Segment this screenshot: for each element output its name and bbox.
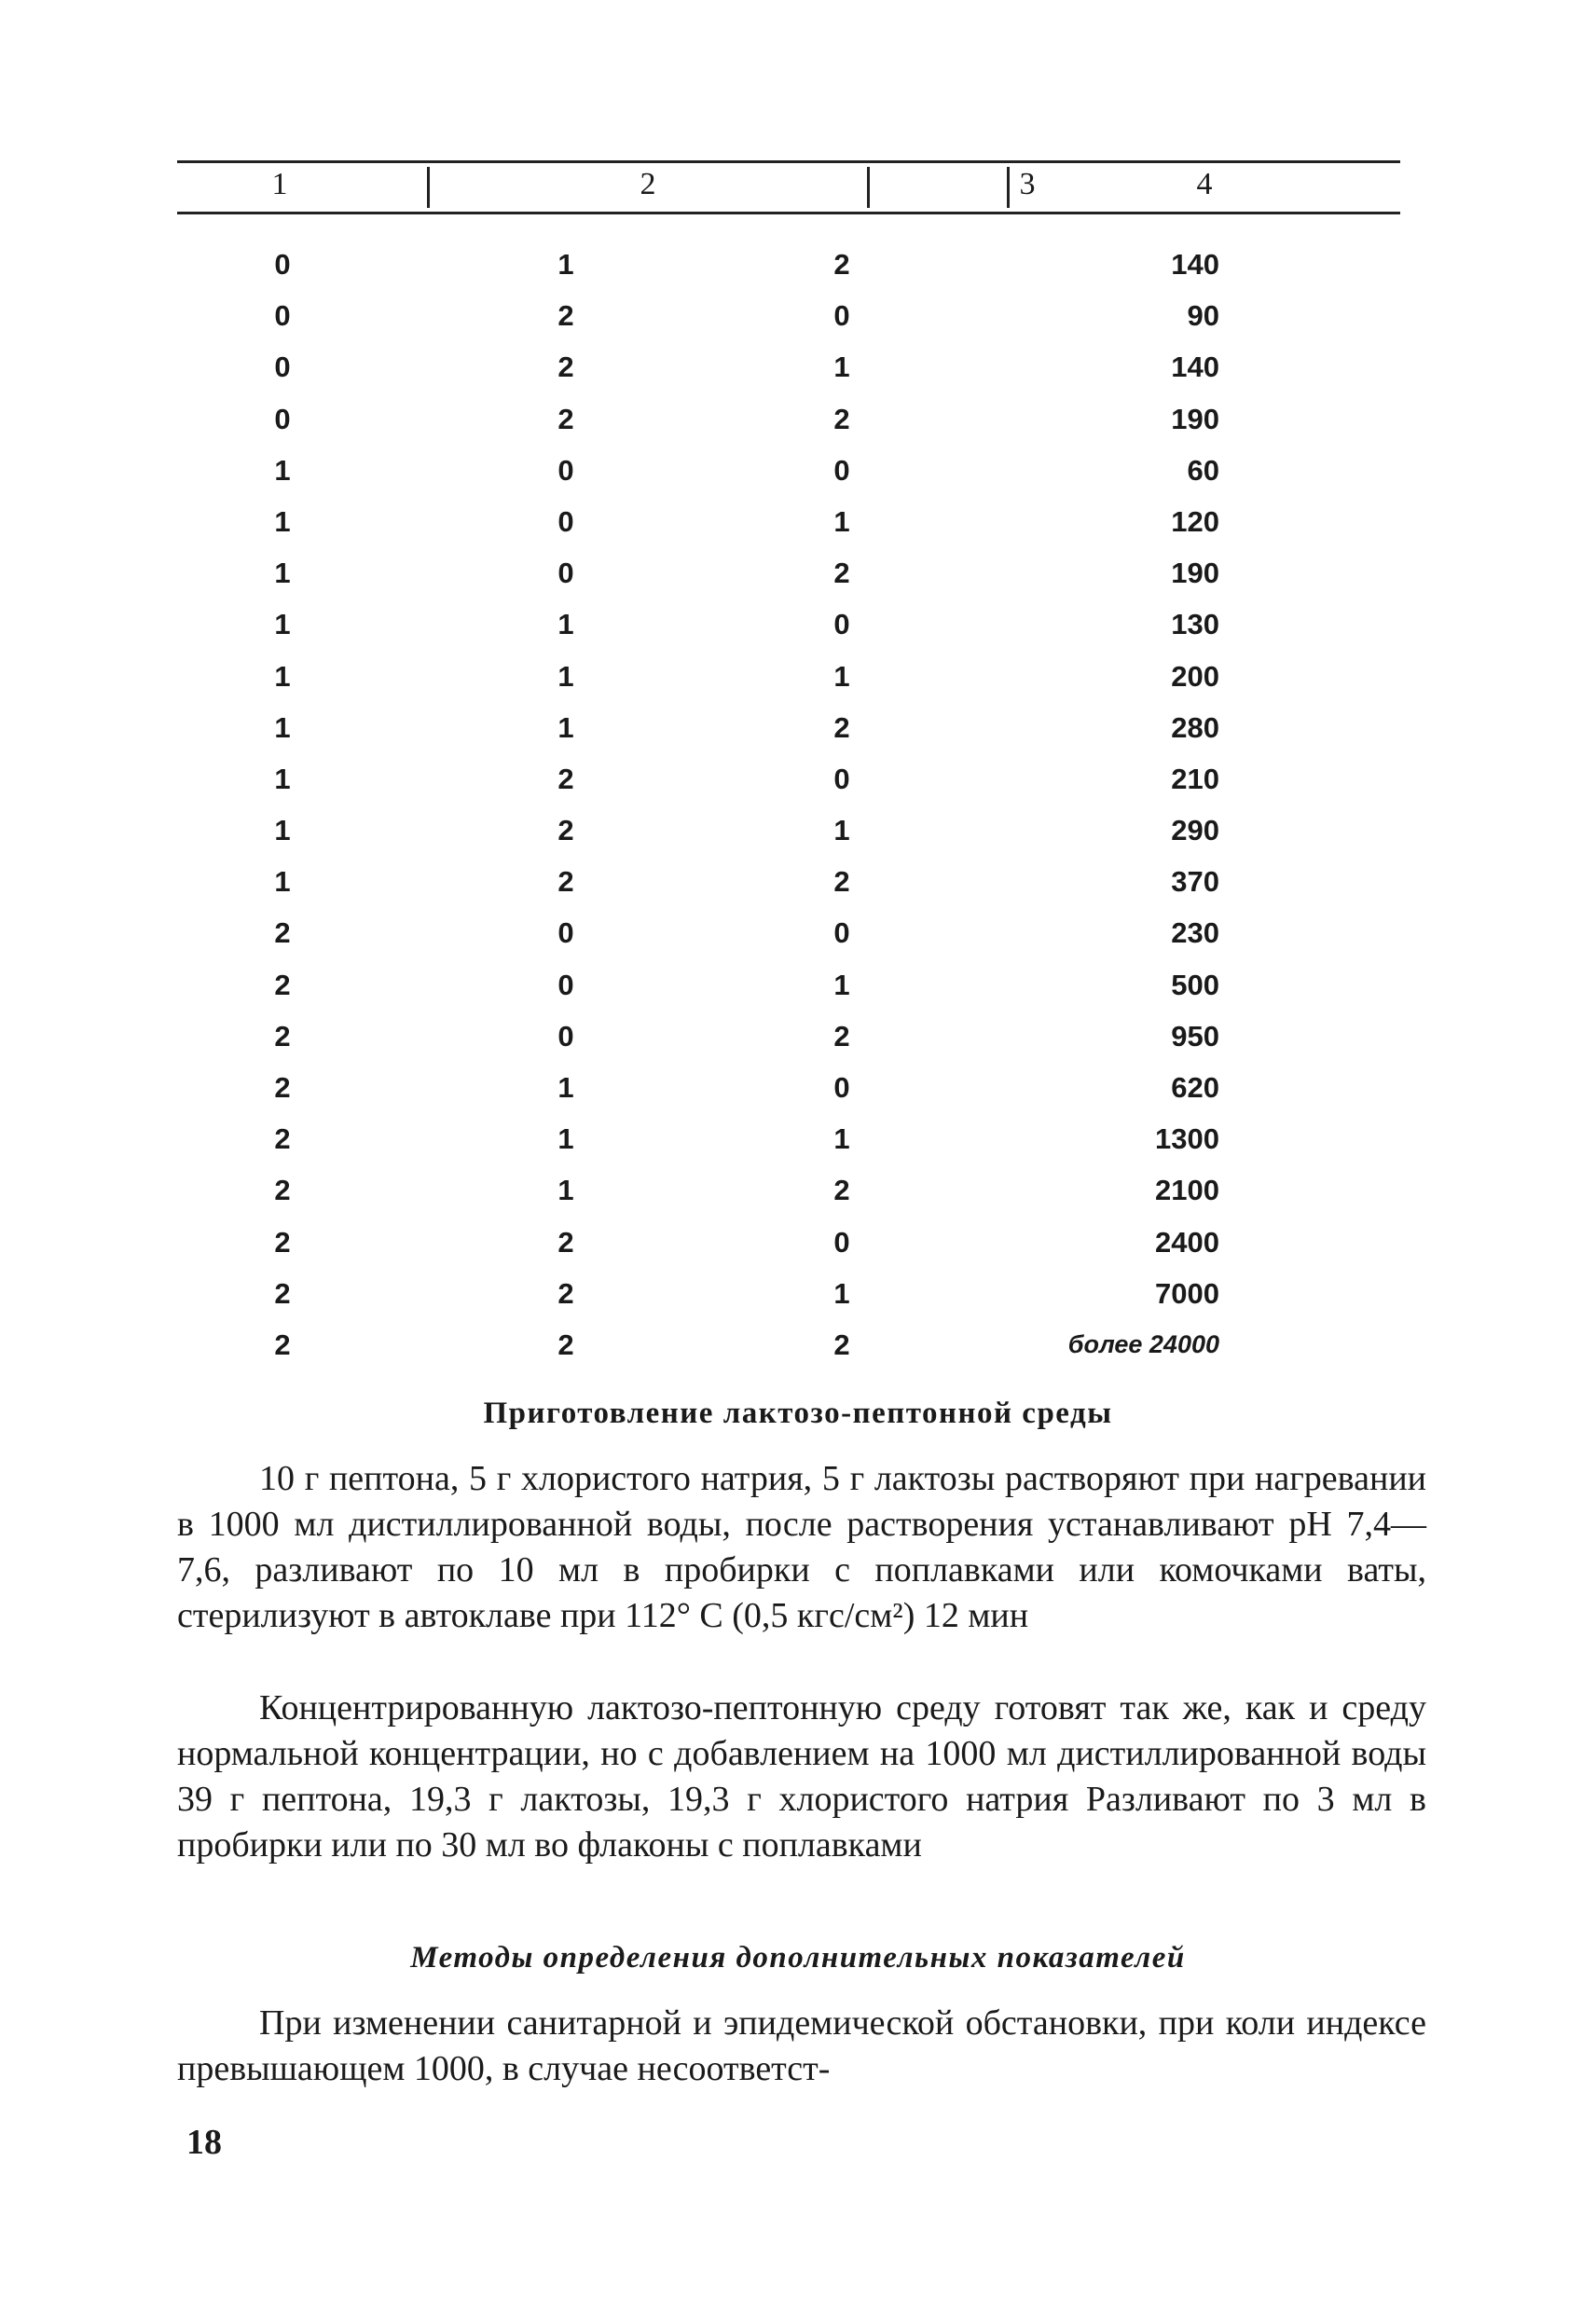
table-cell-col-1: 1 (274, 814, 291, 847)
table-cell-col-2: 0 (557, 557, 574, 590)
table-cell-col-4: 120 (1171, 504, 1219, 538)
table-cell-col-2: 0 (557, 916, 574, 950)
table-cell-col-3: 0 (833, 916, 850, 950)
table-cell-col-4: 1300 (1155, 1122, 1219, 1156)
table-cell-col-4: 280 (1171, 710, 1219, 744)
table-cell-col-2: 2 (557, 865, 574, 899)
header-col-2: 2 (640, 167, 656, 201)
table-cell-col-4: 210 (1171, 762, 1219, 795)
table-row (177, 1319, 1400, 1370)
table-row (177, 702, 1400, 753)
table-cell-col-2: 2 (557, 299, 574, 333)
table-cell-col-4: 60 (1187, 453, 1219, 487)
table-cell-col-4: 7000 (1155, 1276, 1219, 1310)
table-cell-col-1: 1 (274, 608, 291, 641)
table-cell-col-4: 2400 (1155, 1225, 1219, 1259)
table-cell-col-4: 620 (1171, 1071, 1219, 1104)
table-cell-col-2: 2 (557, 1276, 574, 1310)
table-cell-col-1: 2 (274, 916, 291, 950)
table-cell-col-4: 370 (1171, 865, 1219, 899)
table-cell-col-4: 500 (1171, 968, 1219, 1001)
table-cell-col-4: более 24000 (1067, 1329, 1219, 1358)
table-cell-col-2: 1 (557, 1071, 574, 1104)
table-row (177, 907, 1400, 958)
table-cell-col-1: 0 (274, 351, 291, 384)
table-cell-col-2: 1 (557, 710, 574, 744)
table-cell-col-3: 1 (833, 814, 850, 847)
table-cell-col-1: 2 (274, 1225, 291, 1259)
table-cell-col-1: 1 (274, 504, 291, 538)
table-cell-col-3: 1 (833, 968, 850, 1001)
table-row (177, 1062, 1400, 1113)
table-cell-col-1: 1 (274, 865, 291, 899)
table-cell-col-3: 1 (833, 351, 850, 384)
table-row (177, 496, 1400, 547)
table-cell-col-4: 2100 (1155, 1174, 1219, 1207)
table-cell-col-4: 90 (1187, 299, 1219, 333)
table-cell-col-2: 0 (557, 1019, 574, 1053)
table-cell-col-1: 1 (274, 710, 291, 744)
table-cell-col-1: 1 (274, 453, 291, 487)
header-col-3: 3 (1019, 167, 1036, 201)
table-cell-col-2: 1 (557, 608, 574, 641)
table-cell-col-2: 2 (557, 814, 574, 847)
table-row (177, 1011, 1400, 1062)
table-cell-col-3: 1 (833, 1276, 850, 1310)
table-cell-col-3: 0 (833, 1071, 850, 1104)
table-cell-col-1: 2 (274, 1174, 291, 1207)
table-row (177, 1268, 1400, 1319)
table-cell-col-2: 2 (557, 1225, 574, 1259)
table-header (177, 160, 1400, 214)
table-cell-col-4: 140 (1171, 351, 1219, 384)
table-cell-col-4: 130 (1171, 608, 1219, 641)
table-cell-col-2: 1 (557, 659, 574, 693)
table-cell-col-1: 2 (274, 1276, 291, 1310)
table-row (177, 547, 1400, 599)
page-number: 18 (186, 2123, 222, 2162)
table-row (177, 341, 1400, 392)
table-row (177, 651, 1400, 702)
table-row (177, 393, 1400, 445)
table-cell-col-1: 0 (274, 248, 291, 281)
table-cell-col-1: 2 (274, 1071, 291, 1104)
table-row (177, 445, 1400, 496)
table-cell-col-2: 2 (557, 1328, 574, 1361)
table-cell-col-2: 1 (557, 1122, 574, 1156)
table-cell-col-3: 0 (833, 453, 850, 487)
table-row (177, 805, 1400, 856)
table-cell-col-4: 140 (1171, 248, 1219, 281)
table-cell-col-2: 0 (557, 504, 574, 538)
mpn-table (177, 160, 1400, 1370)
table-cell-col-2: 1 (557, 248, 574, 281)
table-row (177, 856, 1400, 907)
table-cell-col-3: 2 (833, 1174, 850, 1207)
table-row (177, 239, 1400, 290)
header-col-1: 1 (271, 167, 288, 201)
table-cell-col-3: 2 (833, 1328, 850, 1361)
table-cell-col-4: 200 (1171, 659, 1219, 693)
table-cell-col-4: 190 (1171, 557, 1219, 590)
table-row (177, 753, 1400, 805)
table-cell-col-3: 1 (833, 1122, 850, 1156)
table-row (177, 959, 1400, 1011)
table-cell-col-1: 2 (274, 1019, 291, 1053)
table-row (177, 1164, 1400, 1216)
table-cell-col-4: 290 (1171, 814, 1219, 847)
table-cell-col-3: 1 (833, 504, 850, 538)
table-cell-col-3: 0 (833, 299, 850, 333)
table-cell-col-1: 2 (274, 968, 291, 1001)
table-cell-col-1: 1 (274, 762, 291, 795)
table-cell-col-1: 2 (274, 1122, 291, 1156)
table-cell-col-1: 0 (274, 402, 291, 435)
table-cell-col-3: 2 (833, 1019, 850, 1053)
table-cell-col-3: 2 (833, 248, 850, 281)
table-body (177, 239, 1400, 1370)
table-cell-col-1: 1 (274, 659, 291, 693)
table-cell-col-2: 2 (557, 762, 574, 795)
table-cell-col-3: 2 (833, 402, 850, 435)
section-heading: Методы определения дополнительных показателей (410, 1941, 1186, 1975)
paragraph: При изменении санитарной и эпидемической обстановки, при коли индексе превышающем 1000, в случае несоответст- (177, 2003, 1426, 2088)
table-cell-col-1: 1 (274, 557, 291, 590)
table-cell-col-3: 0 (833, 762, 850, 795)
table-cell-col-2: 0 (557, 968, 574, 1001)
paragraph: 10 г пептона, 5 г хлористого натрия, 5 г лактозы растворяют при нагревании в 1000 мл дистиллированной воды, после растворения устанавливают pH 7,4—7,6, разливают по 10 мл в пробирки с поплавками или комочками ваты, стерилизуют в автоклаве при 112° С (0,5 кгс/см²) 12 мин (177, 1459, 1426, 1635)
table-cell-col-3: 0 (833, 608, 850, 641)
table-cell-col-4: 950 (1171, 1019, 1219, 1053)
table-cell-col-3: 2 (833, 865, 850, 899)
table-cell-col-3: 2 (833, 710, 850, 744)
table-row (177, 1217, 1400, 1268)
header-col-4: 4 (1196, 167, 1213, 201)
table-cell-col-1: 2 (274, 1328, 291, 1361)
paragraph: Концентрированную лактозо-пептонную среду готовят так же, как и среду нормальной концентрации, но с добавлением на 1000 мл дистиллированной воды 39 г пептона, 19,3 г лактозы, 19,3 г хлористого натрия Разливают по 3 мл в пробирки или по 30 мл во флаконы с поплавками (177, 1688, 1426, 1865)
table-cell-col-2: 0 (557, 453, 574, 487)
table-cell-col-3: 1 (833, 659, 850, 693)
table-cell-col-2: 2 (557, 351, 574, 384)
table-cell-col-2: 1 (557, 1174, 574, 1207)
table-cell-col-1: 0 (274, 299, 291, 333)
table-cell-col-4: 230 (1171, 916, 1219, 950)
table-row (177, 290, 1400, 341)
table-row (177, 599, 1400, 650)
table-cell-col-3: 2 (833, 557, 850, 590)
table-cell-col-4: 190 (1171, 402, 1219, 435)
table-cell-col-3: 0 (833, 1225, 850, 1259)
table-cell-col-2: 2 (557, 402, 574, 435)
section-heading: Приготовление лактозо-пептонной среды (483, 1397, 1113, 1430)
table-row (177, 1113, 1400, 1164)
